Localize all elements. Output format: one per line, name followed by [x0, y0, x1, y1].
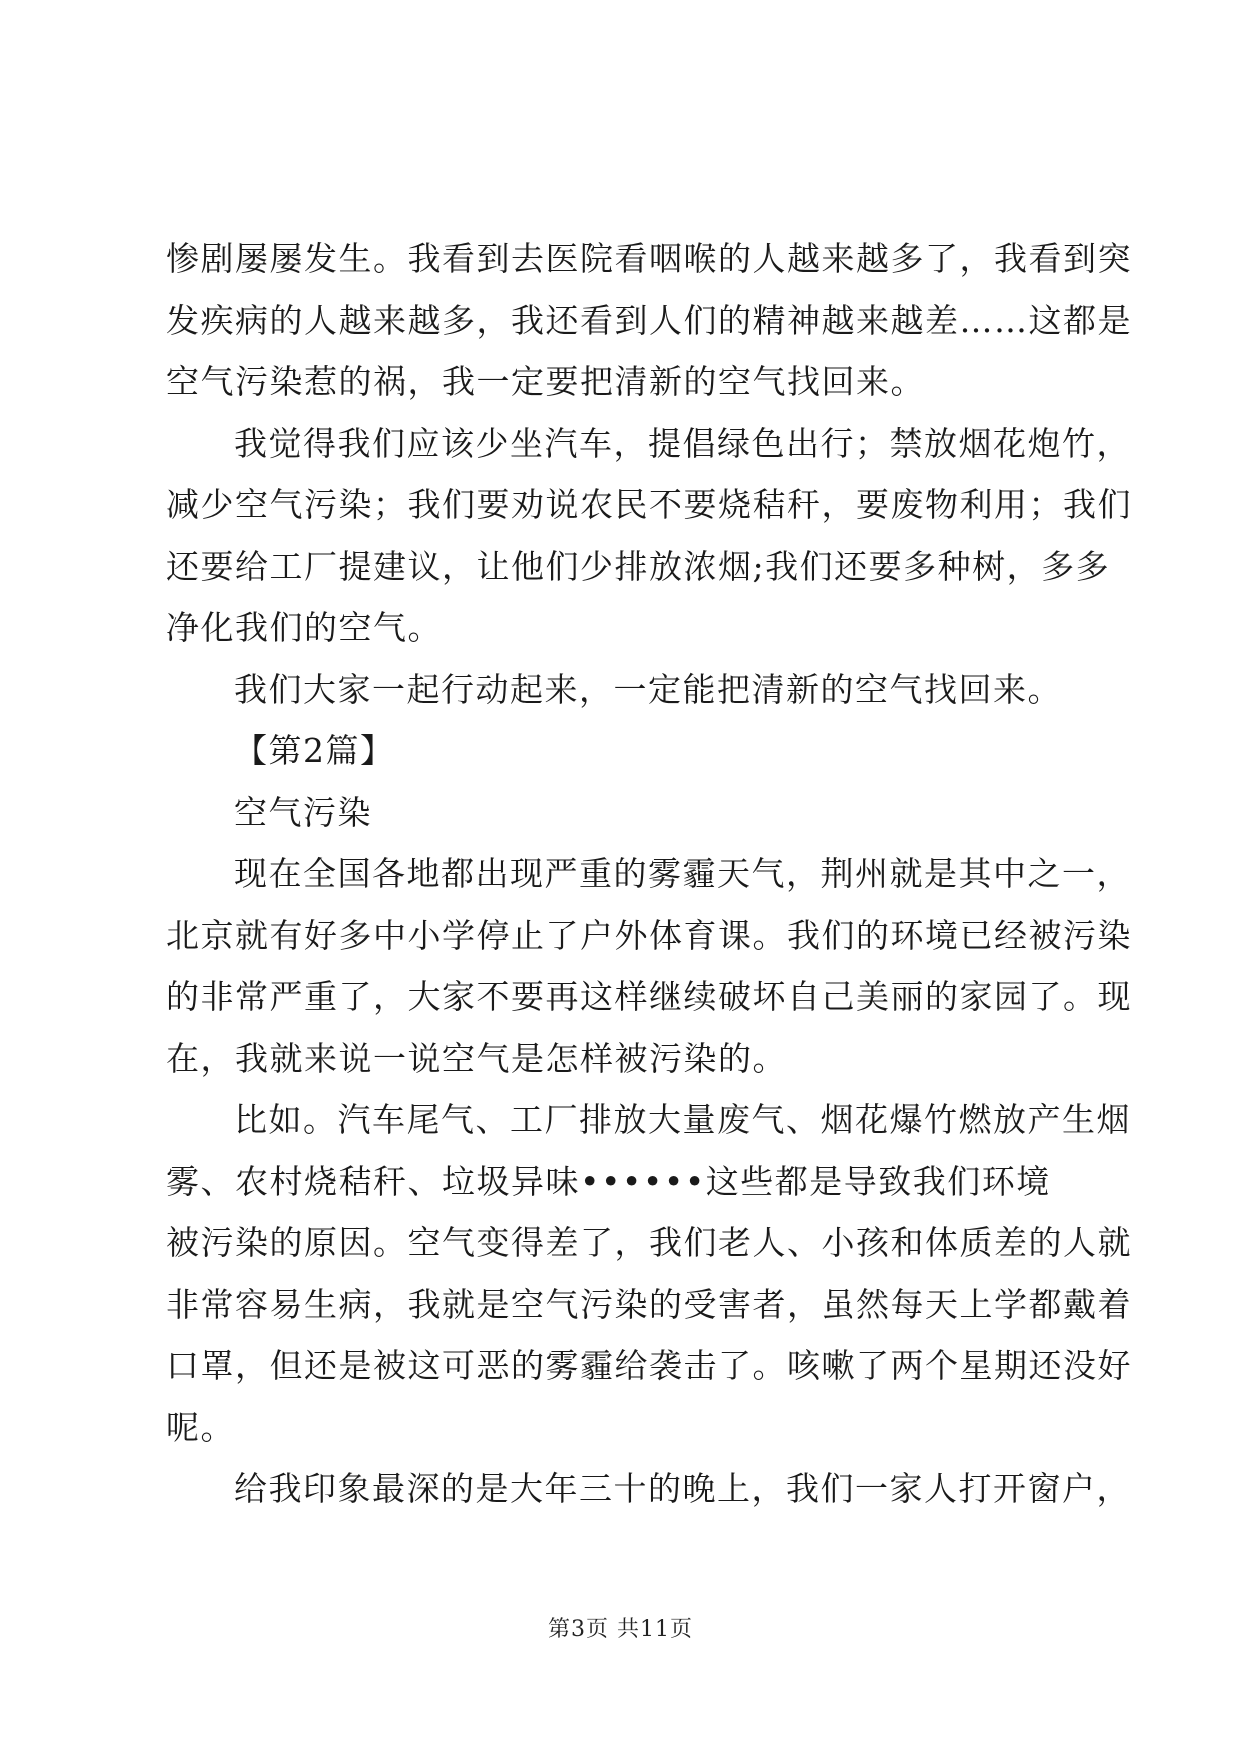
text-line-13: 的非常严重了，大家不要再这样继续破坏自己美丽的家园了。现	[166, 977, 1132, 1016]
text-line-12: 北京就有好多中小学停止了户外体育课。我们的环境已经被污染	[166, 915, 1132, 955]
section-heading: 【第2篇】	[234, 731, 395, 770]
text-line-14: 在，我就来说一说空气是怎样被污染的。	[166, 1038, 787, 1078]
text-line-20: 呢。	[166, 1407, 235, 1447]
text-line-19: 口罩，但还是被这可恶的雾霾给袭击了。咳嗽了两个星期还没好	[166, 1346, 1132, 1385]
text-line-11: 现在全国各地都出现严重的雾霾天气，荆州就是其中之一，	[234, 854, 1131, 893]
text-line-1: 惨剧屡屡发生。我看到去医院看咽喉的人越来越多了，我看到突	[166, 239, 1132, 278]
text-line-2: 发疾病的人越来越多，我还看到人们的精神越来越差……这都是	[166, 300, 1132, 340]
text-line-15: 比如。汽车尾气、工厂排放大量废气、烟花爆竹燃放产生烟	[234, 1100, 1131, 1139]
text-line-7: 净化我们的空气。	[166, 608, 442, 647]
document-body	[166, 228, 1132, 1520]
text-line-16: 雾、农村烧秸秆、垃圾异味••••••这些都是导致我们环境	[166, 1161, 1051, 1201]
text-line-6: 还要给工厂提建议，让他们少排放浓烟;我们还要多种树，多多	[166, 546, 1111, 586]
text-line-5: 减少空气污染；我们要劝说农民不要烧秸秆，要废物利用；我们	[166, 485, 1132, 524]
text-line-8: 我们大家一起行动起来，一定能把清新的空气找回来。	[234, 669, 1062, 709]
page-number-footer: 第3页 共11页	[548, 1617, 693, 1642]
text-line-4: 我觉得我们应该少坐汽车，提倡绿色出行；禁放烟花炮竹，	[234, 423, 1131, 463]
text-line-17: 被污染的原因。空气变得差了，我们老人、小孩和体质差的人就	[166, 1223, 1132, 1262]
article-title: 空气污染	[234, 792, 372, 832]
text-line-3: 空气污染惹的祸，我一定要把清新的空气找回来。	[166, 362, 925, 401]
text-line-18: 非常容易生病，我就是空气污染的受害者，虽然每天上学都戴着	[166, 1284, 1132, 1324]
text-line-21: 给我印象最深的是大年三十的晚上，我们一家人打开窗户，	[234, 1469, 1131, 1508]
